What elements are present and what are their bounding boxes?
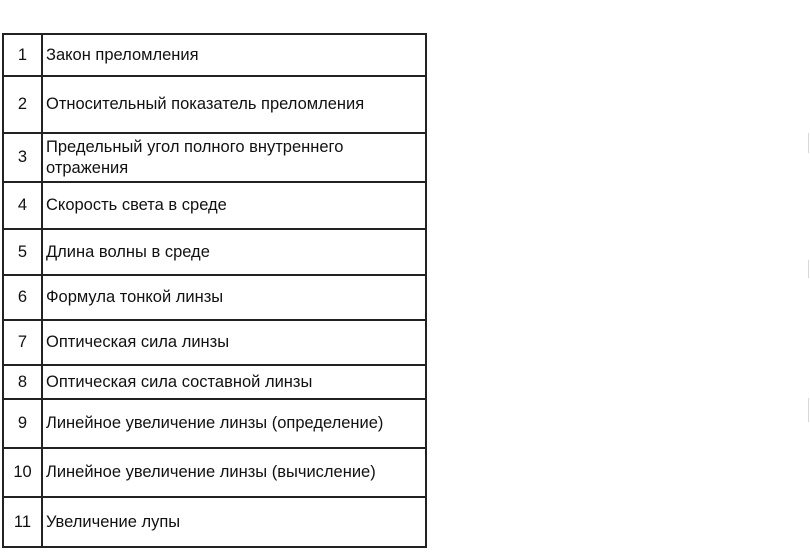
row-number: 2 — [3, 76, 42, 133]
topic-name: Оптическая сила линзы — [42, 320, 426, 365]
table-row — [3, 497, 426, 547]
topic-name: Линейное увеличение линзы (определение) — [42, 399, 426, 448]
topic-name: Закон преломления — [42, 34, 426, 76]
topic-name: Предельный угол полного внутреннего отражения — [42, 133, 426, 182]
scan-artifact-mark — [808, 133, 809, 153]
table-row — [3, 399, 426, 448]
table-row — [3, 133, 426, 182]
topic-name: Скорость света в среде — [42, 182, 426, 229]
row-number: 8 — [3, 365, 42, 399]
row-number: 10 — [3, 448, 42, 497]
table-row — [3, 320, 426, 365]
row-number: 4 — [3, 182, 42, 229]
row-number: 6 — [3, 275, 42, 320]
formula-topics-table — [2, 33, 427, 548]
table-row — [3, 448, 426, 497]
topic-name: Формула тонкой линзы — [42, 275, 426, 320]
table-row — [3, 275, 426, 320]
topic-name: Длина волны в среде — [42, 229, 426, 275]
row-number: 7 — [3, 320, 42, 365]
table-row — [3, 34, 426, 76]
row-number: 11 — [3, 497, 42, 547]
row-number: 5 — [3, 229, 42, 275]
topic-name: Увеличение лупы — [42, 497, 426, 547]
scan-artifact-mark — [808, 398, 809, 422]
scan-artifact-mark — [808, 260, 809, 278]
row-number: 1 — [3, 34, 42, 76]
topic-name: Оптическая сила составной линзы — [42, 365, 426, 399]
table-row — [3, 76, 426, 133]
table-row — [3, 229, 426, 275]
row-number: 3 — [3, 133, 42, 182]
table-row — [3, 365, 426, 399]
topic-name: Относительный показатель преломления — [42, 76, 426, 133]
topic-name: Линейное увеличение линзы (вычисление) — [42, 448, 426, 497]
table-row — [3, 182, 426, 229]
row-number: 9 — [3, 399, 42, 448]
